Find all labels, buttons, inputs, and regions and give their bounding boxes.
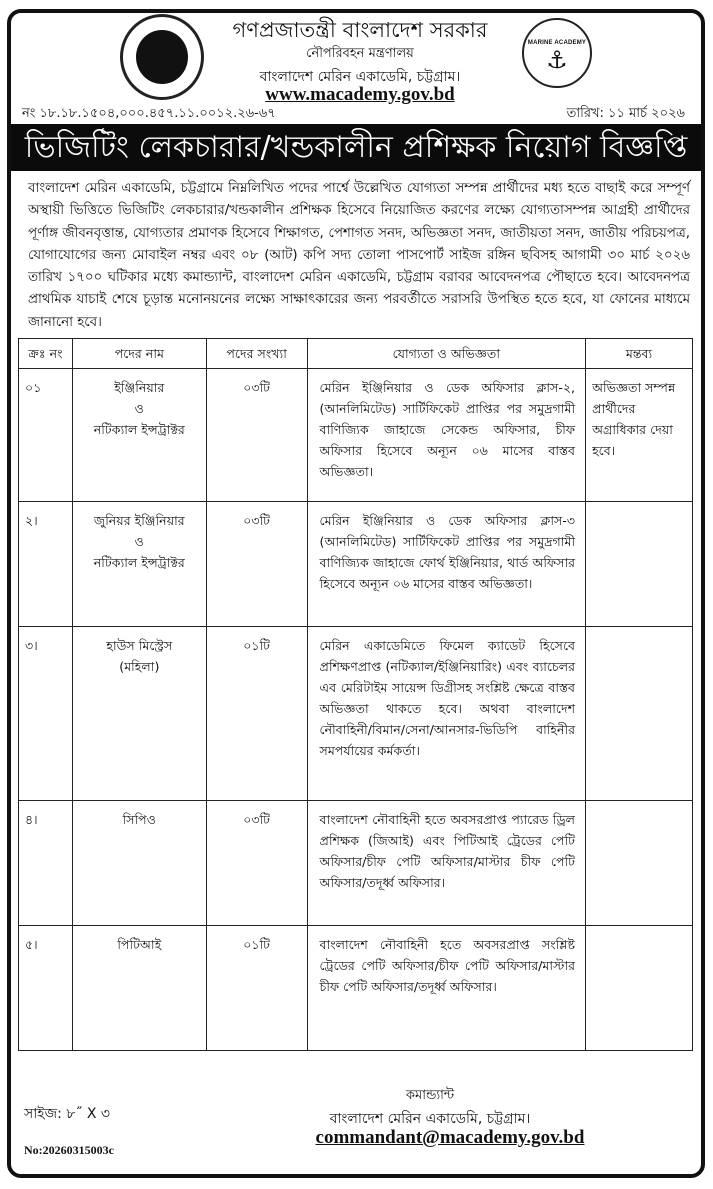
marine-academy-logo: [522, 18, 592, 88]
email-link[interactable]: commandant@macademy.gov.bd: [315, 1127, 585, 1148]
header-remark: মন্তব্য: [586, 339, 693, 369]
institution-name: বাংলাদেশ মেরিন একাডেমি, চট্টগ্রাম।: [259, 69, 461, 85]
remark-cell: [586, 801, 693, 926]
marine-academy-seal-text: MARINE ACADEMY: [527, 40, 587, 46]
signatory-title: কমান্ড্যান্ট: [405, 1088, 455, 1103]
header-post: পদের নাম: [72, 339, 206, 369]
qualification-cell: বাংলাদেশ নৌবাহিনী হতে অবসরপ্রাপ্ত প্যারেড ড্রিল প্রশিক্ষক (জিআই) এবং পিটিআই ট্রেডের পেটি অফিসার/চীফ পেটি অফিসার/মাস্টার চীফ পেটি অফিসার/তদূর্ধ্ব অফিসার।: [307, 801, 586, 926]
count-cell: ০৩টি: [206, 369, 307, 502]
table-row: [19, 801, 693, 926]
count-cell: ০৩টি: [206, 801, 307, 926]
table-row: [19, 369, 693, 502]
remark-cell: [586, 502, 693, 627]
government-name: গণপ্রজাতন্ত্রী বাংলাদেশ সরকার: [232, 18, 488, 42]
serial-cell: ০১: [19, 369, 73, 502]
serial-cell: ৪।: [19, 801, 73, 926]
positions-table: [18, 338, 693, 1051]
intro-paragraph: বাংলাদেশ মেরিন একাডেমি, চট্টগ্রামে নিম্নলিখিত পদের পার্শ্বে উল্লেখিত যোগ্যতা সম্পন্ন প্রার্থীদের মধ্য হতে বাছাই করে সম্পূর্ণ অস্থায়ী ভিত্তিতে ভিজিটিং লেকচারার/খন্ডকালীন প্রশিক্ষক হিসেবে নিয়োজিত করণের লক্ষ্যে যোগ্যতাসম্পন্ন আগ্রহী প্রার্থীদের পূর্ণাঙ্গ জীবনবৃত্তান্ত, যোগ্যতার প্রমাণক হিসেবে শিক্ষাগত, পেশাগত সনদ, অভিজ্ঞতা সনদ, জাতীয়তা সনদ, জাতীয় পরিচয়পত্র, যোগাযোগের জন্য মোবাইল নম্বর এবং ০৮ (আট) কপি সদ্য তোলা পাসপোর্ট সাইজ রঙ্গিন ছবিসহ আগামী ৩০ মার্চ ২০২৬ তারিখ ১৭০০ ঘটিকার মধ্যে কমান্ড্যান্ট, বাংলাদেশ মেরিন একাডেমি, চট্টগ্রাম বরাবর আবেদনপত্র পৌছাতে হবে। আবেদনপত্র প্রাথমিক যাচাই শেষে চূড়ান্ত মনোনয়নের লক্ষ্যে সাক্ষাৎকারের জন্য পরবর্তীতে সরাসরি উপস্থিত হতে হবে, যা ফোনের মাধ্যমে জানানো হবে।: [28, 181, 690, 330]
memo-number: নং ১৮.১৮.১৫০৪,০০০.৪৫৭.১১.০০১২.২৬-৬৭: [22, 106, 276, 121]
serial-cell: ৩।: [19, 627, 73, 801]
post-cell: পিটিআই: [72, 926, 206, 1051]
signatory-office: বাংলাদেশ মেরিন একাডেমি, চট্টগ্রাম।: [329, 1111, 531, 1127]
notice-date: তারিখ: ১১ মার্চ ২০২৬: [566, 106, 685, 121]
website-link[interactable]: www.macademy.gov.bd: [265, 84, 455, 105]
qualification-cell: মেরিন ইঞ্জিনিয়ার ও ডেক অফিসার ক্লাস-৩ (আনলিমিটেড) সার্টিফিকেট প্রাপ্তির পর সমুদ্রগামী বাণিজ্যিক জাহাজে ফোর্থ ইঞ্জিনিয়ার, থার্ড অফিসার হিসেবে অন্যূন ০৬ মাসের বাস্তব অভিজ্ঞতা।: [307, 502, 586, 627]
qualification-cell: বাংলাদেশ নৌবাহিনী হতে অবসরপ্রাপ্ত সংশ্লিষ্ট ট্রেডের পেটি অফিসার/চীফ পেটি অফিসার/মাস্টার চীফ পেটি অফিসার/তদূর্ধ্ব অফিসার।: [307, 926, 586, 1051]
remark-cell: [586, 627, 693, 801]
post-cell: ইঞ্জিনিয়ার ও নটিক্যাল ইন্সট্রাক্টর: [72, 369, 206, 502]
remark-cell: অভিজ্ঞতা সম্পন্ন প্রার্থীদের অগ্রাধিকার দেয়া হবে।: [586, 369, 693, 502]
header-serial: ক্রঃ নং: [19, 339, 73, 369]
table-row: [19, 926, 693, 1051]
post-cell: হাউস মিস্ট্রেস (মহিলা): [72, 627, 206, 801]
count-cell: ০১টি: [206, 926, 307, 1051]
post-cell: জুনিয়র ইঞ্জিনিয়ার ও নটিক্যাল ইন্সট্রাক্টর: [72, 502, 206, 627]
post-cell: সিপিও: [72, 801, 206, 926]
count-cell: ০৩টি: [206, 502, 307, 627]
table-row: [19, 627, 693, 801]
table-row: [19, 502, 693, 627]
header-count: পদের সংখ্যা: [206, 339, 307, 369]
table-header-row: [19, 339, 693, 369]
serial-cell: ৫।: [19, 926, 73, 1051]
remark-cell: [586, 926, 693, 1051]
ministry-name: নৌপরিবহন মন্ত্রণালয়: [306, 46, 414, 61]
qualification-cell: মেরিন ইঞ্জিনিয়ার ও ডেক অফিসার ক্লাস-২, (আনলিমিটেড) সার্টিফিকেট প্রাপ্তির পর সমুদ্রগামী বাণিজ্যিক জাহাজে সেকেন্ড অফিসার, চীফ অফিসার হিসেবে অন্যূন ০৬ মাসের বাস্তব অভিজ্ঞতা।: [307, 369, 586, 502]
government-seal-logo: [120, 14, 204, 100]
notice-title: ভিজিটিং লেকচারার/খন্ডকালীন প্রশিক্ষক নিয়োগ বিজ্ঞপ্তি: [11, 124, 701, 171]
serial-cell: ২।: [19, 502, 73, 627]
count-cell: ০১টি: [206, 627, 307, 801]
header-qualification: যোগ্যতা ও অভিজ্ঞতা: [307, 339, 586, 369]
anchor-icon: ⚓: [546, 46, 568, 74]
ad-size: সাইজ: ৮˝ X ৩: [24, 1106, 110, 1122]
ad-number: No:20260315003c: [24, 1143, 114, 1157]
qualification-cell: মেরিন একাডেমিতে ফিমেল ক্যাডেট হিসেবে প্রশিক্ষণপ্রাপ্ত (নটিক্যাল/ইঞ্জিনিয়ারিং) এবং ব্যাচেলর এব মেরিটাইম সায়েন্স ডিগ্রীসহ সংশ্লিষ্ট ক্ষেত্রে বাস্তব অভিজ্ঞতা থাকতে হবে। অথবা বাংলাদেশ নৌবাহিনী/বিমান/সেনা/আনসার-ভিডিপি বাহিনীর সমপর্যায়ের কর্মকর্তা।: [307, 627, 586, 801]
